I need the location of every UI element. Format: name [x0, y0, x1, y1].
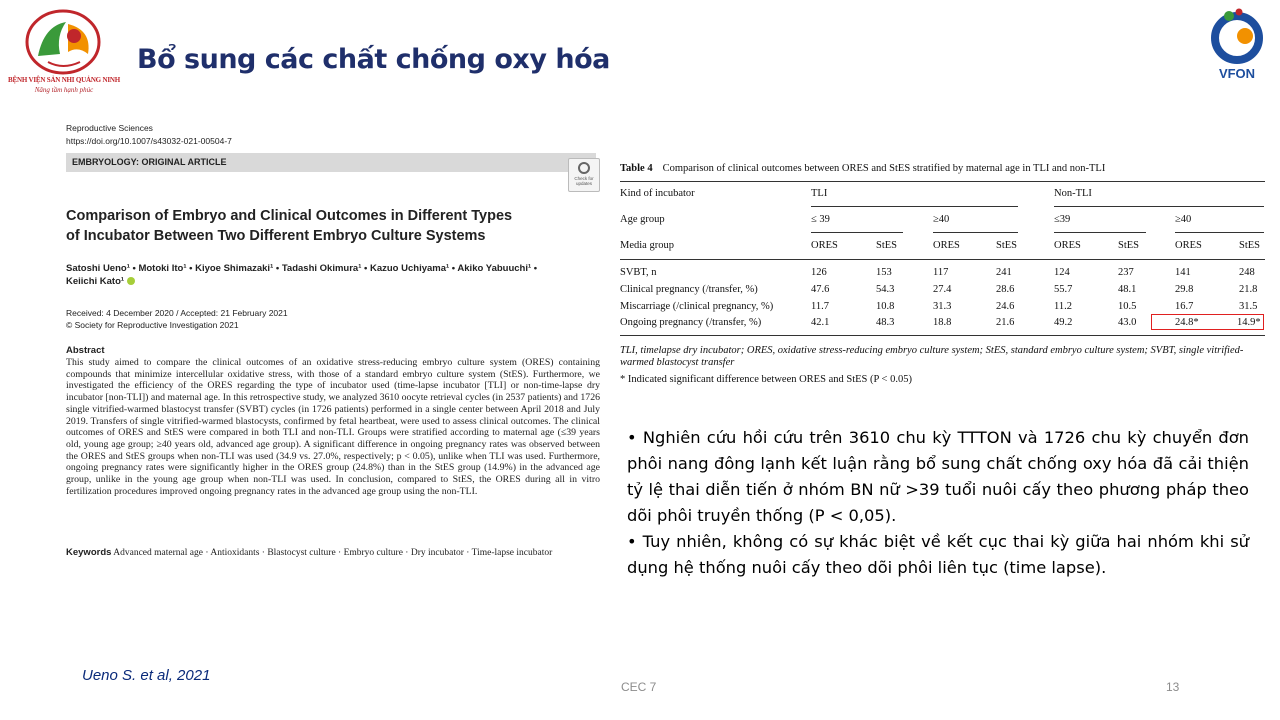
table-bottom-rule: [620, 335, 1265, 336]
table-footnote-text: TLI, timelapse dry incubator; ORES, oxidative stress-reducing embryo culture system; StES, standard embryo culture system; SVBT, single vitrified-warmed blastocyst transfer: [620, 345, 1244, 368]
non-tli-header: Non-TLI: [1054, 188, 1092, 199]
check-updates-label: Check for updates: [574, 176, 594, 186]
keywords-label: Keywords: [66, 547, 112, 558]
table-cell: 18.8: [933, 317, 952, 328]
vfon-logo: [1205, 6, 1269, 94]
age-group-1: ≤ 39: [811, 214, 830, 225]
check-updates-icon: [578, 162, 590, 174]
table-cell: 16.7: [1175, 301, 1194, 312]
slide-title: Bổ sung các chất chống oxy hóa: [137, 44, 610, 75]
table-cell-highlighted: 24.8*: [1175, 317, 1199, 328]
table-cell: 27.4: [933, 284, 952, 295]
table-top-rule: [620, 181, 1265, 182]
media-1: ORES: [811, 240, 838, 251]
vfon-emblem-icon: [1205, 6, 1269, 66]
table-row-label: SVBT, n: [620, 267, 657, 278]
table-cell: 48.1: [1118, 284, 1137, 295]
table-4: [620, 155, 1265, 390]
hospital-slogan: Nâng tầm hạnh phúc: [34, 86, 94, 94]
table-cell: 28.6: [996, 284, 1015, 295]
table-cell: 47.6: [811, 284, 830, 295]
media-8: StES: [1239, 240, 1261, 251]
table-header-rule: [620, 259, 1265, 260]
slide-number: 13: [1166, 680, 1180, 694]
table-cell: 24.6: [996, 301, 1015, 312]
age-rule-1: [811, 232, 903, 233]
table-cell: 124: [1054, 267, 1070, 278]
table-cell: 248: [1239, 267, 1255, 278]
table-cell: 48.3: [876, 317, 895, 328]
table-cell: 117: [933, 267, 949, 278]
media-4: StES: [996, 240, 1018, 251]
abstract-text: This study aimed to compare the clinical outcomes of an oxidative stress-reducing embryo culture system (ORES) containing compounds that minimize intercellular oxidative stress, with those of a standard embryo culture system (StES). Furthermore, we investigated the efficiency of the ORES regarding the type of incubator used (time-lapse incubator [TLI] or non-time-lapse dry incubator [non-TLI]) and maternal age. In this retrospective study, we analyzed 3610 oocyte retrieval cycles (in 2537 patients) and 1726 single vitrified-warmed blastocyst transfer (SVBT) cycles (in 1726 patients) performed in a single center between April 2018 and July 2019. Transfers of single vitrified-warmed blastocysts, confirmed by fetal heartbeat, were used to assess clinical outcomes. The clinical outcomes of ORES and StES were compared in both TLI and non-TLI. Groups were stratified according to maternal age (≤39 years old, young age group; ≥40 years old, advanced age group). A significant difference in ongoing pregnancy rates was observed between the ORES and StES groups when non-TLI was used (34.9 vs. 27.0%, respectively; p < 0.05), unlike when TLI was used. Furthermore, ongoing pregnancy rates were significantly higher in the ORES group (24.8%) than in the StES group (14.9%) in the advanced age group, unlike in the young age group when non-TLI was used. In conclusion, compared to StES, the ORES during all in vitro fertilization procedures improved ongoing pregnancy rates in the advanced age group using the non-TLI.: [66, 357, 600, 497]
article-section: EMBRYOLOGY: ORIGINAL ARTICLE: [66, 153, 596, 172]
age-rule-4: [1175, 232, 1264, 233]
table-cell: 21.8: [1239, 284, 1258, 295]
authors-line-1: Satoshi Ueno¹ • Motoki Ito¹ • Kiyoe Shimazaki¹ • Tadashi Okimura¹ • Kazuo Uchiyama¹ • Akiko Yabuuchi¹ •: [66, 263, 538, 274]
summary-bullet-1: • Nghiên cứu hồi cứu trên 3610 chu kỳ TTTON và 1726 chu kỳ chuyển đơn phôi nang đông lạnh kết luận rằng bổ sung chất chống oxy hóa đã cải thiện tỷ lệ thai diễn tiến ở nhóm BN nữ >39 tuổi nuôi cấy theo phương pháp theo dõi phôi truyền thống (P < 0,05).: [627, 428, 1249, 525]
doi-link[interactable]: https://doi.org/10.1007/s43032-021-00504-7: [66, 136, 232, 146]
age-group-4: ≥40: [1175, 214, 1192, 225]
media-5: ORES: [1054, 240, 1081, 251]
table-cell: 55.7: [1054, 284, 1073, 295]
table-label: Table 4: [620, 163, 653, 174]
table-cell: 31.3: [933, 301, 952, 312]
significance-highlight-box: [1151, 314, 1264, 330]
table-footnote: [620, 345, 1265, 369]
table-cell: 10.5: [1118, 301, 1137, 312]
authors-line-2: Keiichi Kato¹: [66, 276, 125, 287]
journal-name: Reproductive Sciences: [66, 123, 153, 133]
paper-title: [66, 206, 536, 246]
table-cell: 237: [1118, 267, 1134, 278]
tli-header: TLI: [811, 188, 828, 199]
media-2: StES: [876, 240, 898, 251]
age-rule-3: [1054, 232, 1146, 233]
hospital-emblem-icon: [8, 6, 118, 76]
summary-notes: [627, 425, 1249, 581]
table-caption: [620, 163, 1265, 174]
table-cell: 153: [876, 267, 892, 278]
orcid-icon[interactable]: [127, 277, 135, 285]
non-tli-rule: [1054, 206, 1264, 207]
table-footnote-significance: * Indicated significant difference between ORES and StES (P < 0.05): [620, 374, 912, 385]
table-cell: 42.1: [811, 317, 830, 328]
table-cell: 21.6: [996, 317, 1015, 328]
table-cell: 49.2: [1054, 317, 1073, 328]
age-group-3: ≤39: [1054, 214, 1071, 225]
media-3: ORES: [933, 240, 960, 251]
table-cell: 31.5: [1239, 301, 1258, 312]
abstract-heading: Abstract: [66, 345, 105, 356]
hospital-name: BỆNH VIỆN SẢN NHI QUẢNG NINH: [8, 76, 120, 84]
check-for-updates-badge[interactable]: [568, 158, 600, 192]
copyright: © Society for Reproductive Investigation 2021: [66, 320, 239, 330]
media-6: StES: [1118, 240, 1140, 251]
table-cell: 126: [811, 267, 827, 278]
tli-rule: [811, 206, 1018, 207]
kind-label: Kind of incubator: [620, 188, 695, 199]
keywords: [66, 547, 552, 558]
table-cell: 10.8: [876, 301, 895, 312]
footer-label: CEC 7: [621, 680, 657, 694]
table-cell: 11.7: [811, 301, 829, 312]
table-row-label: Miscarriage (/clinical pregnancy, %): [620, 301, 774, 312]
age-group-2: ≥40: [933, 214, 950, 225]
paper-title-line-2: of Incubator Between Two Different Embryo Culture Systems: [66, 228, 486, 244]
citation: Ueno S. et al, 2021: [82, 667, 211, 684]
table-cell: 54.3: [876, 284, 895, 295]
paper-excerpt: [66, 120, 606, 570]
vfon-brand: VFON: [1218, 66, 1256, 81]
paper-authors: [66, 262, 566, 288]
table-cell: 241: [996, 267, 1012, 278]
age-rule-2: [933, 232, 1018, 233]
table-cell: 141: [1175, 267, 1191, 278]
table-cell: 43.0: [1118, 317, 1137, 328]
table-row-label: Clinical pregnancy (/transfer, %): [620, 284, 758, 295]
table-row-label: Ongoing pregnancy (/transfer, %): [620, 317, 762, 328]
paper-title-line-1: Comparison of Embryo and Clinical Outcomes in Different Types: [66, 208, 513, 224]
summary-bullet-2: • Tuy nhiên, không có sự khác biệt về kết cục thai kỳ giữa hai nhóm khi sử dụng hệ thống nuôi cấy theo dõi phôi liên tục (time lapse).: [627, 532, 1249, 577]
table-cell: 29.8: [1175, 284, 1194, 295]
hospital-logo: [8, 6, 118, 98]
media-7: ORES: [1175, 240, 1202, 251]
table-caption-text: Comparison of clinical outcomes between ORES and StES stratified by maternal age in TLI and non-TLI: [662, 163, 1106, 174]
table-cell-highlighted: 14.9*: [1237, 317, 1261, 328]
received-dates: Received: 4 December 2020 / Accepted: 21 February 2021: [66, 308, 288, 318]
media-label: Media group: [620, 240, 674, 251]
table-cell: 11.2: [1054, 301, 1072, 312]
keywords-list: Advanced maternal age · Antioxidants · Blastocyst culture · Embryo culture · Dry incubator · Time-lapse incubator: [113, 548, 553, 558]
age-label: Age group: [620, 214, 665, 225]
